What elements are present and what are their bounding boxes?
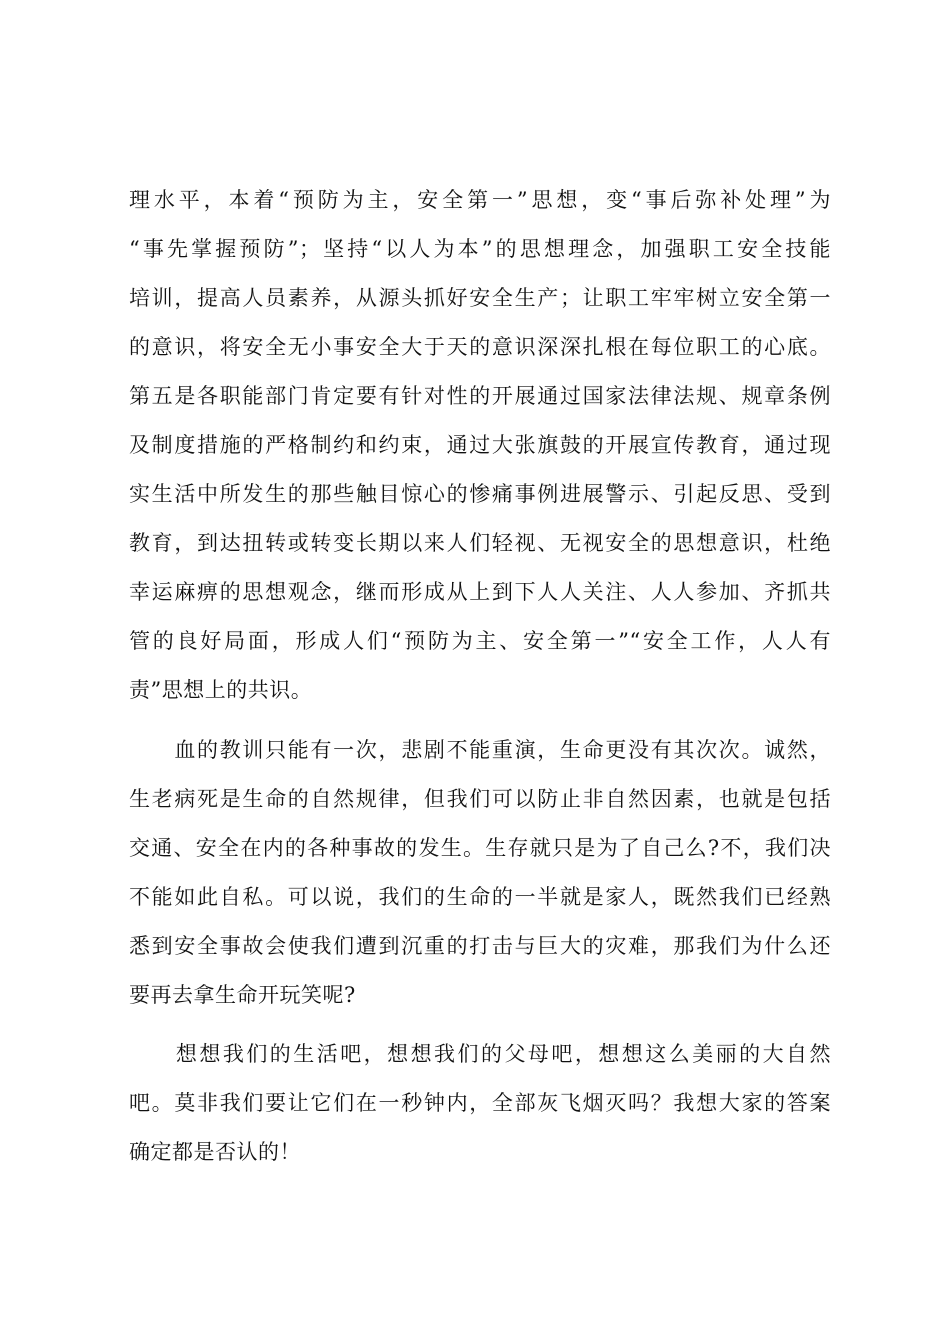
text-line: 责”思想上的共识。 [129, 678, 313, 702]
text-line: 及制度措施的严格制约和约束，通过大张旗鼓的开展宣传教育，通过现 [129, 433, 831, 457]
text-line: 幸运麻痹的思想观念，继而形成从上到下人人关注、人人参加、齐抓共 [129, 580, 831, 604]
text-line: 吧。莫非我们要让它们在一秒钟内，全部灰飞烟灭吗？我想大家的答案 [129, 1091, 831, 1115]
text-line: 血的教训只能有一次，悲剧不能重演，生命更没有其次次。诚然， [129, 738, 831, 762]
text-line: 确定都是否认的！ [129, 1140, 301, 1164]
text-line: 实生活中所发生的那些触目惊心的惨痛事例进展警示、引起反思、受到 [129, 482, 831, 506]
text-line: 悉到安全事故会使我们遭到沉重的打击与巨大的灾难，那我们为什么还 [129, 934, 831, 958]
text-line: 生老病死是生命的自然规律，但我们可以防止非自然因素，也就是包括 [129, 787, 831, 811]
text-line: 想想我们的生活吧，想想我们的父母吧，想想这么美丽的大自然 [129, 1042, 831, 1066]
text-line: 不能如此自私。可以说，我们的生命的一半就是家人，既然我们已经熟 [129, 885, 831, 909]
paragraph-think-of-family [129, 1030, 831, 1177]
text-line: 交通、安全在内的各种事故的发生。生存就只是为了自己么?不，我们决 [129, 836, 831, 860]
text-line: 的意识，将安全无小事安全大于天的意识深深扎根在每位职工的心底。 [129, 335, 831, 359]
text-line: “事先掌握预防”；坚持“以人为本”的思想理念，加强职工安全技能 [129, 237, 831, 261]
text-line: 第五是各职能部门肯定要有针对性的开展通过国家法律法规、规章条例 [129, 384, 831, 408]
text-line: 教育，到达扭转或转变长期以来人们轻视、无视安全的思想意识，杜绝 [129, 531, 831, 555]
text-line: 管的良好局面，形成人们“预防为主、安全第一”“安全工作，人人有 [129, 629, 831, 653]
text-line: 理水平，本着“预防为主，安全第一”思想，变“事后弥补处理”为 [129, 188, 831, 212]
paragraph-blood-lesson [129, 726, 831, 1020]
text-line: 培训，提高人员素养，从源头抓好安全生产；让职工牢牢树立安全第一 [129, 286, 831, 310]
paragraph-safety-measures [129, 176, 831, 715]
text-line: 要再去拿生命开玩笑呢? [129, 983, 356, 1007]
